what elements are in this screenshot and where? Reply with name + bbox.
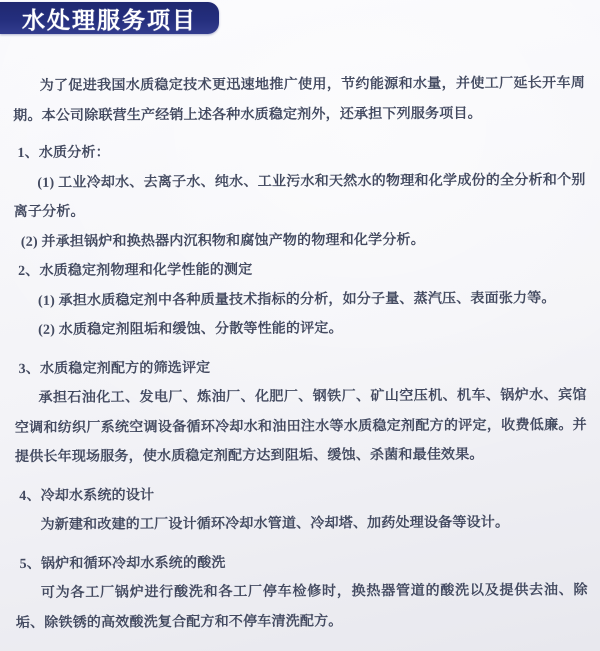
section-1-item-2: (2) 并承担锅炉和换热器内沉积物和腐蚀产物的物理和化学分析。	[20, 232, 425, 250]
section-4-body: 为新建和改建的工厂设计循环冷却水管道、冷却塔、加药处理设备等设计。	[40, 515, 510, 533]
section-acid-cleaning	[16, 546, 588, 637]
document-content	[13, 69, 588, 638]
intro-paragraph: 为了促进我国水质稳定技术更迅速地推广使用，节约能源和水量，并使工厂延长开车周期。本公司除联营生产经销上述各种水质稳定剂外，还承担下列服务项目。	[13, 76, 586, 124]
section-cooling-system-design	[15, 478, 587, 540]
section-3-heading: 3、水质稳定剂配方的筛选评定	[18, 360, 211, 377]
section-2-item-1: (1) 承担水质稳定剂中各种质量技术指标的分析，如分子量、蒸汽压、表面张力等。	[37, 290, 556, 309]
section-1-item-1: (1) 工业冷却水、去离子水、纯水、工业污水和天然水的物理和化学成份的全分析和个别离子分析。	[13, 172, 586, 220]
section-4-heading: 4、冷却水系统的设计	[19, 487, 155, 504]
section-2-item-2: (2) 水质稳定剂阻垢和缓蚀、分散等性能的评定。	[38, 321, 343, 338]
section-water-analysis	[13, 136, 586, 257]
section-3-body: 承担石油化工、发电厂、炼油厂、化肥厂、钢铁厂、矿山空压机、机车、锅炉水、宾馆空调和纺织厂系统空调设备循环冷却水和油田注水等水质稳定剂配方的评定，收费低廉。并提供长年现场服务，使水质稳定剂配方达到阻垢、缓蚀、杀菌和最佳效果。	[14, 388, 587, 465]
section-1-heading: 1、水质分析：	[17, 145, 110, 161]
section-stabilizer-properties	[14, 254, 586, 345]
section-formula-screening	[14, 352, 587, 473]
title-banner	[0, 2, 219, 34]
page-title: 水处理服务项目	[22, 6, 197, 33]
section-5-body: 可为各工厂锅炉进行酸洗和各工厂停车检修时，换热器管道的酸洗以及提供去油、除垢、除铁锈的高效酸洗复合配方和不停车清洗配方。	[15, 582, 588, 631]
section-2-heading: 2、水质稳定剂物理和化学性能的测定	[18, 262, 253, 279]
section-5-heading: 5、锅炉和循环冷却水系统的酸洗	[19, 555, 226, 572]
